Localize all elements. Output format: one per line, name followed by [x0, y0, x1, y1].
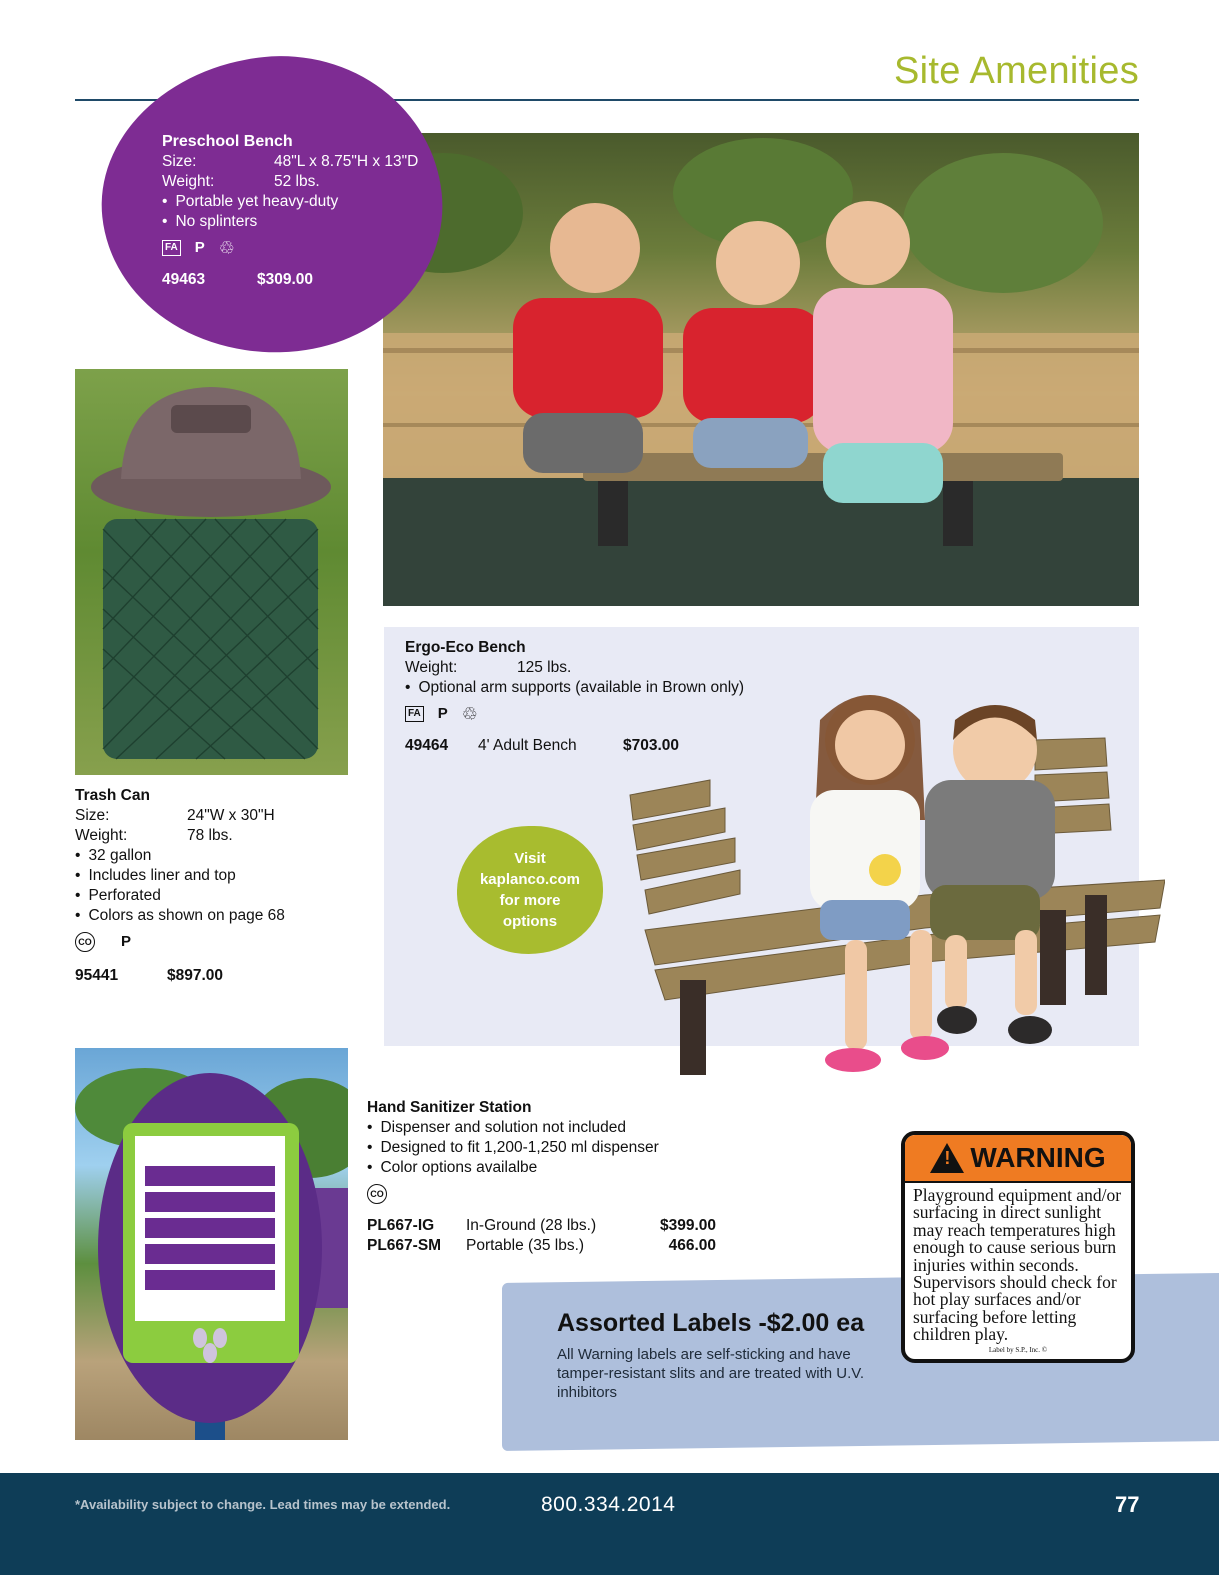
recycle-icon: ♲	[218, 238, 235, 258]
weight-value: 78 lbs.	[187, 827, 233, 844]
co-icon: CO	[75, 932, 95, 952]
feature-bullet: • Designed to fit 1,200-1,250 ml dispenser	[367, 1138, 747, 1158]
size-label: Size:	[75, 807, 110, 824]
feature-bullet: • Colors as shown on page 68	[75, 906, 355, 926]
labels-info	[557, 1307, 887, 1402]
visit-line: for more	[499, 892, 561, 909]
sanitizer-illustration	[75, 1048, 348, 1440]
ergo-bench-photo	[625, 680, 1165, 1090]
warning-text: Playground equipment and/or surfacing in direct sunlight may reach temperatures high enough to cause serious burn injuries within seconds. Supervisors should check for hot play surfaces and/or surfacing before letting children play.	[913, 1185, 1122, 1345]
feature-bullet: • Dispenser and solution not included	[367, 1118, 747, 1138]
visit-website-badge[interactable]	[457, 826, 603, 954]
weight-label: Weight:	[405, 659, 458, 676]
preschool-bench-name: Preschool Bench	[162, 133, 293, 150]
page-number: 77	[1115, 1492, 1140, 1517]
feature-bullet: • Optional arm supports (available in Brown only)	[405, 678, 805, 698]
warning-header	[905, 1135, 1131, 1183]
weight-label: Weight:	[162, 173, 215, 190]
page-title: Site Amenities	[894, 50, 1139, 92]
visit-line: options	[502, 913, 558, 930]
feature-bullet: • Perforated	[75, 886, 355, 906]
type: Portable	[466, 1237, 524, 1254]
labels-body: All Warning labels are self-sticking and have tamper-resistant slits and are treated with U.V. inhibitors	[557, 1346, 865, 1401]
preschool-bench-info	[162, 132, 432, 290]
sku: 49463	[162, 271, 206, 288]
warning-sign-label	[901, 1131, 1135, 1363]
hand-sanitizer-photo	[75, 1048, 348, 1440]
hero-photo-children-on-bench	[383, 133, 1139, 606]
co-icon: CO	[367, 1184, 387, 1204]
price: $309.00	[257, 271, 314, 288]
feature-bullet: • Color options availalbe	[367, 1158, 747, 1178]
footer-phone[interactable]: 800.334.2014	[541, 1493, 676, 1516]
footer-bar	[0, 1473, 1219, 1575]
visit-line: kaplanco.com	[479, 871, 581, 888]
sku: PL667-IG	[367, 1217, 435, 1234]
ergo-bench-illustration	[625, 680, 1165, 1090]
labels-heading: Assorted Labels -$2.00 ea	[557, 1309, 865, 1337]
fa-icon: FA	[162, 240, 181, 256]
p-flag-icon: P	[194, 239, 205, 256]
trash-can-name: Trash Can	[75, 787, 150, 804]
recycle-icon: ♲	[461, 704, 478, 724]
price: $399.00	[659, 1217, 716, 1234]
feature-bullet: • No splinters	[162, 212, 432, 232]
weight: (35 lbs.)	[528, 1237, 585, 1254]
price: 466.00	[668, 1237, 716, 1254]
size-value: 48"L x 8.75"H x 13"D	[274, 153, 419, 170]
weight-value: 125 lbs.	[517, 659, 572, 676]
size-value: 24"W x 30"H	[187, 807, 275, 824]
weight: (28 lbs.)	[540, 1217, 597, 1234]
size-label: Size:	[162, 153, 197, 170]
price: $897.00	[167, 967, 224, 984]
feature-bullet: • Includes liner and top	[75, 866, 355, 886]
price-row	[367, 1236, 747, 1256]
p-flag-icon: P	[121, 933, 132, 950]
price: $703.00	[623, 737, 680, 754]
trash-can-illustration	[75, 369, 348, 775]
p-flag-icon: P	[437, 705, 448, 722]
sku: 95441	[75, 967, 119, 984]
price-row	[367, 1216, 747, 1236]
ergo-bench-name: Ergo-Eco Bench	[405, 639, 526, 656]
product-desc: 4' Adult Bench	[478, 737, 577, 754]
sku: PL667-SM	[367, 1237, 442, 1254]
feature-bullet: • Portable yet heavy-duty	[162, 192, 432, 212]
warning-credit: Label by S.P., Inc. ©	[988, 1345, 1048, 1354]
footer-availability-note: *Availability subject to change. Lead times may be extended.	[75, 1497, 451, 1512]
hero-illustration	[383, 133, 1139, 606]
warning-triangle-icon	[930, 1143, 964, 1173]
sanitizer-info	[367, 1098, 747, 1256]
sanitizer-name: Hand Sanitizer Station	[367, 1099, 532, 1116]
fa-icon: FA	[405, 706, 424, 722]
feature-bullet: • 32 gallon	[75, 846, 355, 866]
trash-can-photo	[75, 369, 348, 775]
weight-label: Weight:	[75, 827, 128, 844]
visit-line: Visit	[514, 850, 546, 867]
warning-heading: WARNING	[970, 1142, 1106, 1173]
trash-can-info	[75, 786, 355, 986]
weight-value: 52 lbs.	[274, 173, 320, 190]
sku: 49464	[405, 737, 449, 754]
type: In-Ground	[466, 1217, 536, 1234]
